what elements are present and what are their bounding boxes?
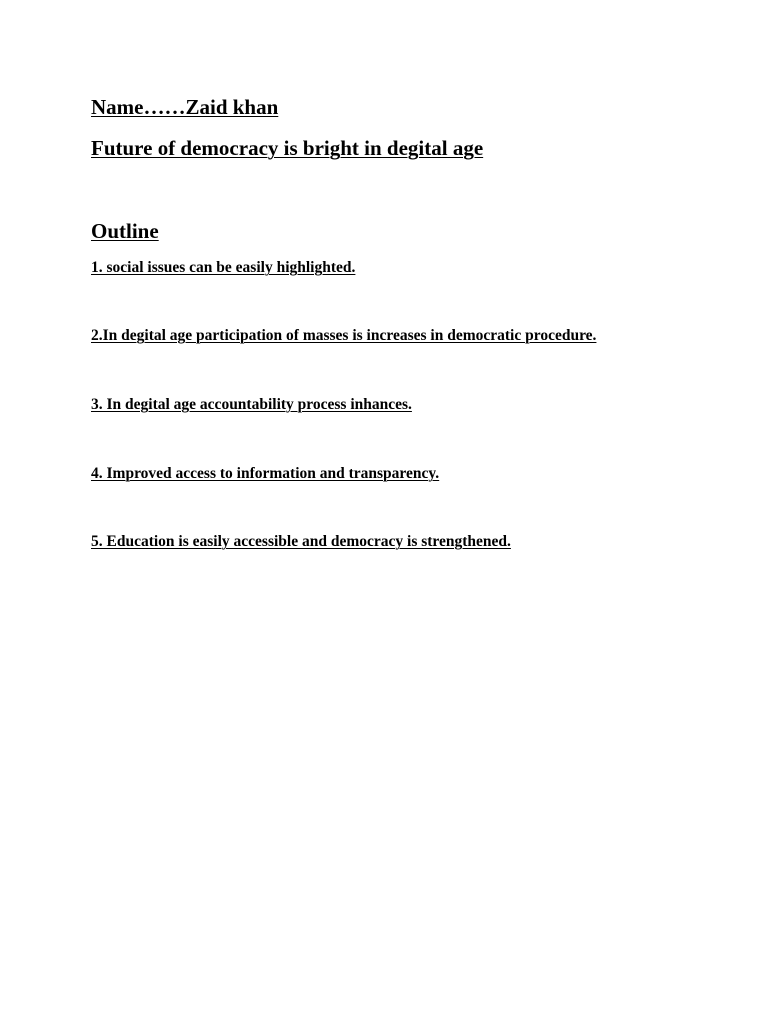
outline-item-5: 5. Education is easily accessible and democracy is strengthened. <box>91 533 511 550</box>
essay-title: Future of democracy is bright in degital age <box>91 136 484 160</box>
outline-item-3: 3. In degital age accountability process inhances. <box>91 396 412 413</box>
outline-item-4: 4. Improved access to information and transparency. <box>91 465 440 482</box>
outline-item-2: 2.In degital age participation of masses is increases in democratic procedure. <box>91 327 597 344</box>
outline-heading: Outline <box>91 219 159 243</box>
outline-item-1: 1. social issues can be easily highlighted. <box>91 259 356 276</box>
author-name: Name……Zaid khan <box>91 95 279 119</box>
